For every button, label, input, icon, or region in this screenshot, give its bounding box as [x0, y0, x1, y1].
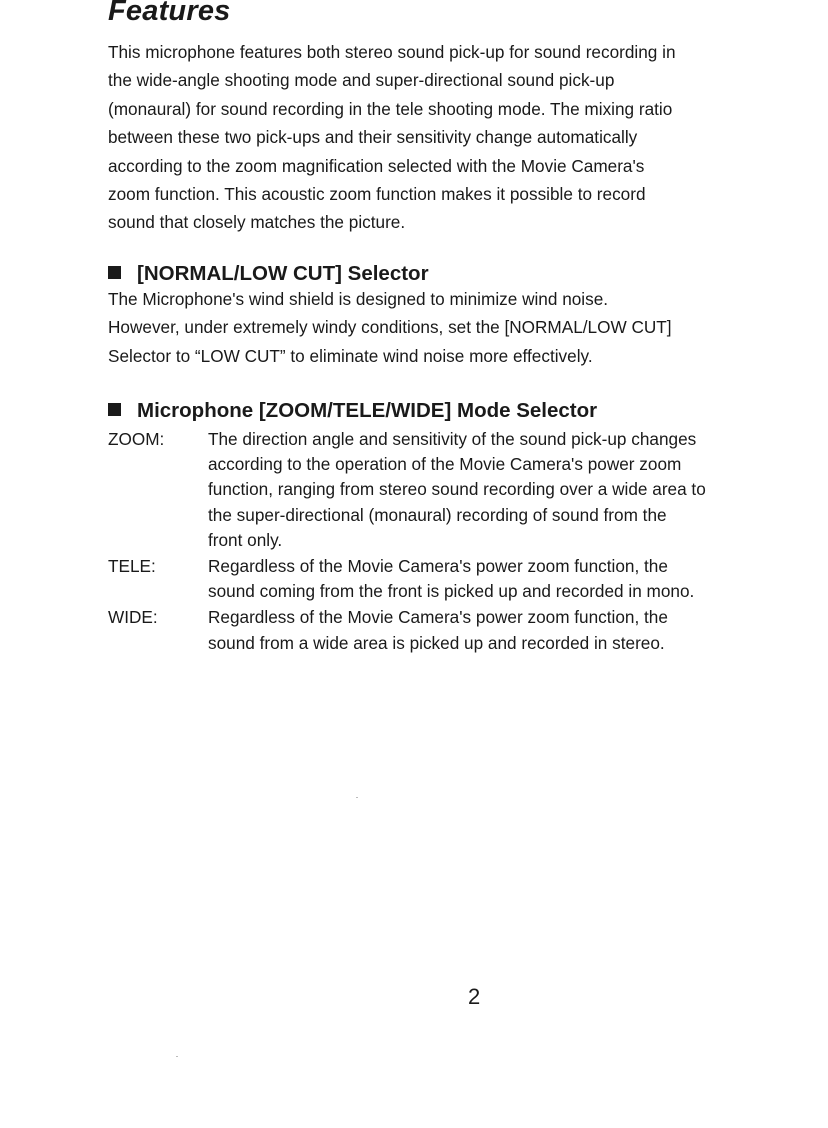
intro-line: (monaural) for sound recording in the tele shooting mode. The mixing ratio: [108, 98, 673, 119]
description-line: Regardless of the Movie Camera's power zoom function, the: [208, 556, 668, 577]
description-line: sound coming from the front is picked up and recorded in mono.: [208, 581, 695, 602]
page-title: Features: [108, 0, 231, 27]
description-line: sound from a wide area is picked up and recorded in stereo.: [208, 632, 665, 653]
page-number: 2: [468, 984, 481, 1009]
description-line: Regardless of the Movie Camera's power zoom function, the: [208, 607, 668, 628]
mode-item-wide: [108, 605, 828, 655]
square-bullet-icon: [108, 266, 121, 279]
intro-line: sound that closely matches the picture.: [108, 212, 406, 233]
mode-description: [208, 427, 828, 553]
intro-line: the wide-angle shooting mode and super-directional sound pick-up: [108, 70, 615, 91]
mode-term: TELE:: [108, 556, 156, 577]
section-heading-mode-selector: [108, 398, 597, 424]
paragraph-line: Selector to “LOW CUT” to eliminate wind noise more effectively.: [108, 345, 593, 366]
square-bullet-icon: [108, 403, 121, 416]
intro-paragraph: [108, 38, 828, 237]
description-line: the super-directional (monaural) recording of sound from the: [208, 504, 667, 525]
mode-item-tele: [108, 554, 828, 604]
mode-term: ZOOM:: [108, 429, 165, 449]
mode-term: WIDE:: [108, 607, 158, 628]
mode-description: [208, 554, 828, 604]
intro-line: between these two pick-ups and their sensitivity change automatically: [108, 127, 638, 148]
paragraph-line: The Microphone's wind shield is designed to minimize wind noise.: [108, 289, 609, 309]
section-heading-low-cut: [108, 261, 429, 287]
intro-line: This microphone features both stereo sound pick-up for sound recording in: [108, 42, 676, 62]
description-line: function, ranging from stereo sound recording over a wide area to: [208, 479, 706, 500]
section-heading-text: [NORMAL/LOW CUT] Selector: [137, 262, 429, 285]
mode-list: [108, 427, 828, 656]
scan-speck: [176, 1056, 178, 1057]
intro-line: zoom function. This acoustic zoom function makes it possible to record: [108, 184, 646, 205]
description-line: The direction angle and sensitivity of the sound pick-up changes: [208, 429, 697, 449]
paragraph-line: However, under extremely windy conditions, set the [NORMAL/LOW CUT]: [108, 317, 672, 338]
scan-speck: [356, 797, 358, 798]
intro-line: according to the zoom magnification selected with the Movie Camera's: [108, 155, 645, 176]
low-cut-paragraph: [108, 285, 672, 370]
section-heading-text: Microphone [ZOOM/TELE/WIDE] Mode Selector: [137, 399, 598, 422]
mode-description: [208, 605, 828, 655]
mode-item-zoom: [108, 427, 828, 553]
description-line: front only.: [208, 529, 283, 550]
description-line: according to the operation of the Movie Camera's power zoom: [208, 454, 682, 475]
